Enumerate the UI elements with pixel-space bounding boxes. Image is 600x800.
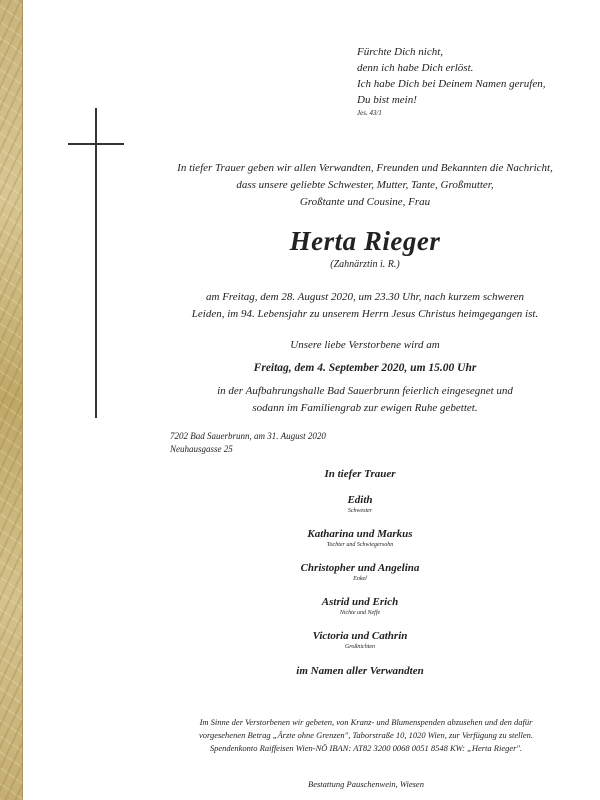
mourner-relation: Großnichten [344,644,376,650]
mourner-entry [230,527,490,550]
mourner-name: Astrid und Erich [321,596,399,608]
ceremony-line: in der Aufbahrungshalle Bad Sauerbrunn feierlich eingesegnet und [217,385,513,397]
mourner-name: Christopher und Angelina [300,562,420,574]
announcement [150,160,580,211]
mourner-entry [230,595,490,618]
verse-line: Du bist mein! [357,94,417,106]
announcement-line: dass unsere geliebte Schwester, Mutter, Tante, Großmutter, [236,179,494,191]
verse-line: Ich habe Dich bei Deinem Namen gerufen, [357,78,546,90]
mourner-entry [230,629,490,652]
cross-icon [68,108,124,418]
mourner-name: Edith [347,494,373,506]
funeral-date: Freitag, dem 4. September 2020, um 15.00 Uhr [253,362,477,374]
deceased-name: Herta Rieger [289,226,441,256]
mourner-relation: Schwester [347,508,373,514]
verse-reference: Jes. 43/1 [357,109,382,117]
announcement-line: In tiefer Trauer geben wir allen Verwandten, Freunden und Bekannten die Nachricht, [177,162,553,174]
verse-line: Fürchte Dich nicht, [357,46,444,58]
donation-line: Spendenkonto Raiffeisen Wien-NÖ IBAN: AT82 3200 0068 0051 8548 KW: „Herta Rieger". [209,743,523,753]
undertaker: Bestattung Pauschenwein, Wiesen [308,779,424,789]
deceased-profession: (Zahnärztin i. R.) [330,259,400,270]
mourners-heading: In tiefer Trauer [324,468,396,480]
funeral-intro: Unsere liebe Verstorbene wird am [290,339,440,351]
donation-line: Im Sinne der Verstorbenen wir gebeten, von Kranz- und Blumenspenden abzusehen und den dafür [199,717,533,727]
mourner-relation: Nichte und Neffe [339,610,381,616]
mourner-relation: Tochter und Schwiegersohn [326,542,394,548]
mourner-entry [230,493,490,516]
address-place-date: 7202 Bad Sauerbrunn, am 31. August 2020 [170,431,326,441]
decorative-border-strip [0,0,23,800]
address-block [170,430,326,456]
mourner-name: Victoria und Cathrin [312,630,408,642]
ceremony-line: sodann im Familiengrab zur ewigen Ruhe gebettet. [252,402,478,414]
mourner-name: Katharina und Markus [307,528,413,540]
funeral-ceremony [150,383,580,417]
mourners-closing: im Namen aller Verwandten [296,665,424,677]
bible-verse [357,44,587,118]
mourner-relation: Enkel [353,576,367,582]
address-street: Neuhausgasse 25 [170,444,233,454]
death-notice-line: am Freitag, dem 28. August 2020, um 23.30 Uhr, nach kurzem schweren [206,291,524,303]
death-notice [150,289,580,323]
death-notice-line: Leiden, im 94. Lebensjahr zu unserem Herrn Jesus Christus heimgegangen ist. [191,308,539,320]
mourner-entry [230,561,490,584]
donation-line: vorgesehenen Betrag „Ärzte ohne Grenzen", Taborstraße 10, 1020 Wien, zur Verfügung zu stellen. [198,730,534,740]
verse-line: denn ich habe Dich erlöst. [357,62,474,74]
mourners-list [230,466,490,679]
donation-notice [150,716,582,755]
announcement-line: Großtante und Cousine, Frau [299,196,431,208]
